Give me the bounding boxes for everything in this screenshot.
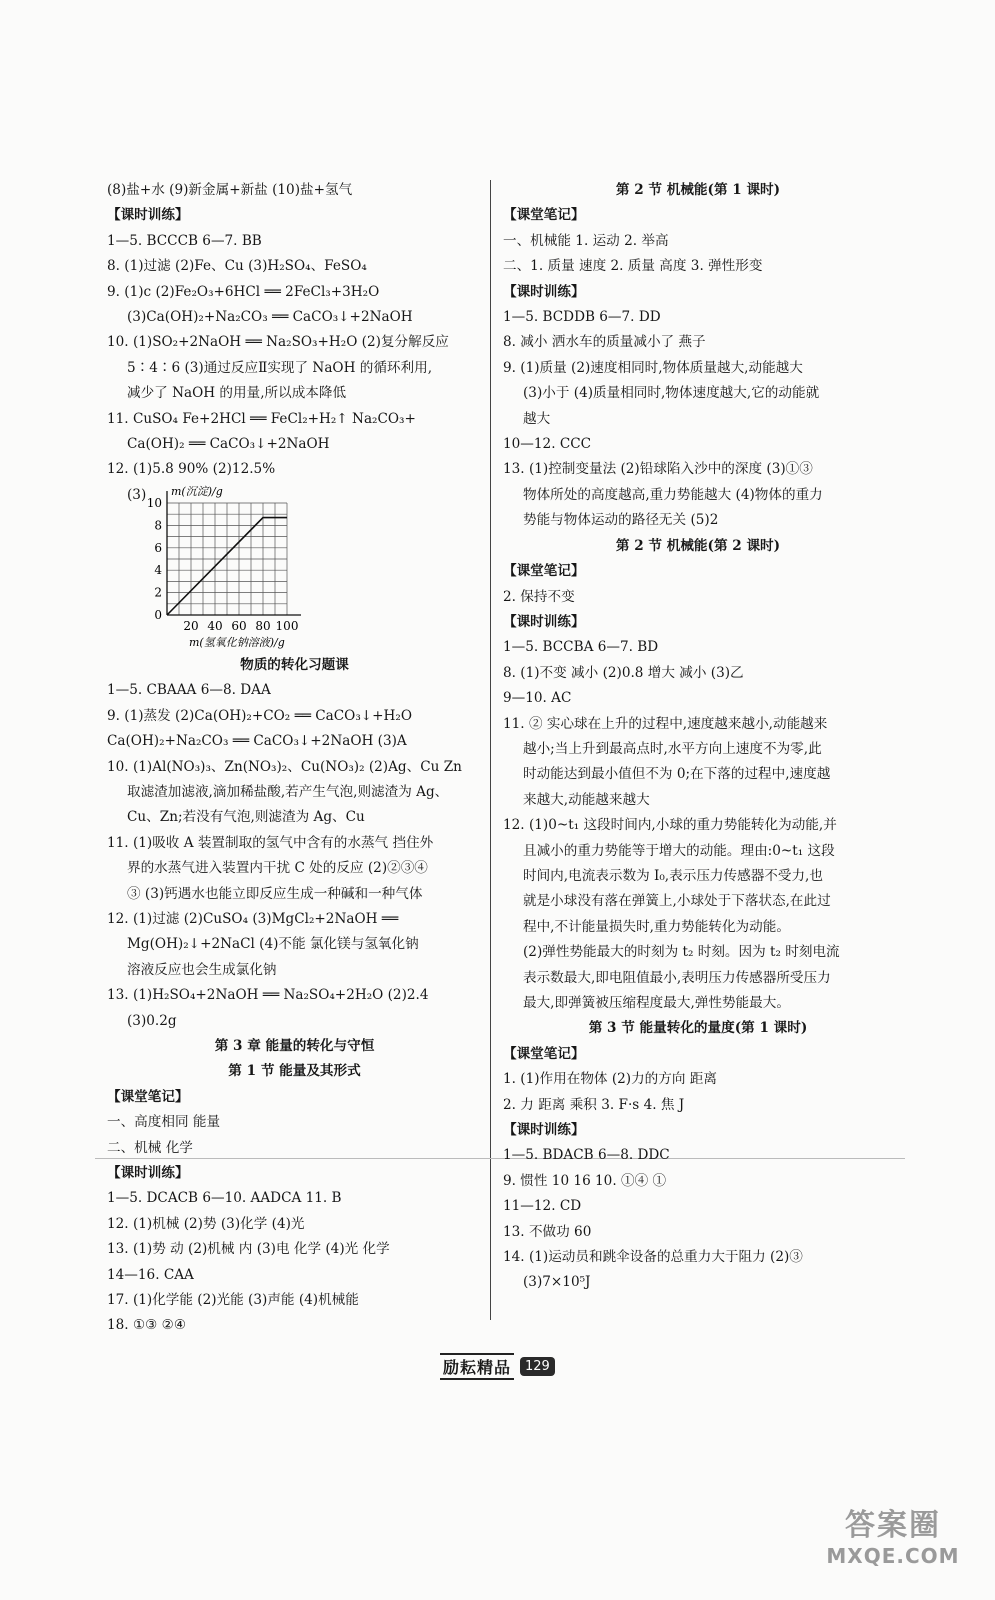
answer-line: 8. (1)过滤 (2)Fe、Cu (3)H₂SO₄、FeSO₄ — [107, 258, 367, 275]
answer-line: 越大 — [523, 410, 551, 427]
chart-block — [107, 483, 482, 653]
answer-line: 一、高度相同 能量 — [107, 1114, 221, 1131]
answer-line: 14. (1)运动员和跳伞设备的总重力大于阻力 (2)③ — [503, 1249, 803, 1266]
answer-line: 9—10. AC — [503, 690, 572, 707]
answer-line: 二、机械 化学 — [107, 1139, 193, 1156]
x-tick-label: 80 — [255, 618, 271, 633]
column-divider — [490, 180, 491, 1320]
watermark-url: MXQE.COM — [826, 1544, 960, 1568]
answer-line: 12. (1)过滤 (2)CuSO₄ (3)MgCl₂+2NaOH ══ — [107, 910, 399, 927]
answer-line: 1—5. BDACB 6—8. DDC — [503, 1147, 670, 1164]
answer-line: 11. CuSO₄ Fe+2HCl ══ FeCl₂+H₂↑ Na₂CO₃+ — [107, 410, 416, 427]
y-tick-label: 0 — [154, 607, 162, 622]
answer-line: 来越大,动能越来越大 — [523, 791, 650, 808]
answer-line: 13. (1)H₂SO₄+2NaOH ══ Na₂SO₄+2H₂O (2)2.4 — [107, 987, 429, 1004]
answer-line: 9. (1)c (2)Fe₂O₃+6HCl ══ 2FeCl₃+3H₂O — [107, 283, 380, 300]
answer-line: 12. (1)5.8 90% (2)12.5% — [107, 461, 276, 478]
answer-line: Ca(OH)₂ ══ CaCO₃↓+2NaOH — [127, 436, 330, 453]
answer-line: 物体所处的高度越高,重力势能越大 (4)物体的重力 — [523, 486, 823, 503]
answer-line: 界的水蒸气进入装置内干扰 C 处的反应 (2)②③④ — [127, 860, 428, 877]
answer-line: (8)盐+水 (9)新金属+新盐 (10)盐+氢气 — [107, 182, 353, 198]
answer-line: 8. 减小 洒水车的质量减小了 燕子 — [503, 334, 706, 351]
answer-line: 就是小球没有落在弹簧上,小球处于下落状态,在此过 — [523, 893, 831, 910]
answer-line: 11. ② 实心球在上升的过程中,速度越来越小,动能越来 — [503, 715, 828, 732]
answer-line: 最大,即弹簧被压缩程度最大,弹性势能最大。 — [523, 995, 790, 1011]
left-column — [107, 178, 482, 1339]
answer-line: 13. (1)控制变量法 (2)铅球陷入沙中的深度 (3)①③ — [503, 461, 813, 478]
answer-line: 9. (1)质量 (2)速度相同时,物体质量越大,动能越大 — [503, 359, 803, 376]
block-label: 【课时训练】 — [107, 1165, 189, 1181]
answer-line: 1. (1)作用在物体 (2)力的方向 距离 — [503, 1071, 717, 1088]
x-tick-label: 100 — [275, 618, 299, 633]
section-title: 物质的转化习题课 — [240, 656, 349, 673]
y-tick-label: 10 — [147, 495, 162, 510]
block-label: 【课堂笔记】 — [503, 207, 585, 224]
answer-line: 13. (1)势 动 (2)机械 内 (3)电 化学 (4)光 化学 — [107, 1241, 390, 1258]
precipitation-chart — [147, 483, 387, 653]
x-tick-label: 40 — [207, 618, 223, 633]
page-number: 129 — [520, 1357, 555, 1376]
answer-line: 且减小的重力势能等于增大的动能。理由:0~t₁ 这段 — [523, 842, 835, 859]
answer-line: 2. 力 距离 乘积 3. F·s 4. 焦 J — [503, 1096, 685, 1113]
answer-line: 二、1. 质量 速度 2. 质量 高度 3. 弹性形变 — [503, 258, 763, 275]
brand-label: 励耘精品 — [440, 1353, 514, 1380]
answer-line: Cu、Zn;若没有气泡,则滤渣为 Ag、Cu — [127, 809, 365, 826]
block-label: 【课堂笔记】 — [503, 1045, 585, 1062]
answer-line: 14—16. CAA — [107, 1266, 194, 1283]
answer-line: ③ (3)钙遇水也能立即反应生成一种碱和一种气体 — [127, 885, 423, 902]
section-title: 第 2 节 机械能(第 1 课时) — [615, 182, 781, 198]
answer-line: 减少了 NaOH 的用量,所以成本降低 — [127, 385, 347, 402]
answer-line: 取滤渣加滤液,滴加稀盐酸,若产生气泡,则滤渣为 Ag、 — [127, 783, 449, 800]
y-tick-label: 2 — [154, 585, 162, 600]
answer-line: 10. (1)SO₂+2NaOH ══ Na₂SO₃+H₂O (2)复分解反应 — [107, 334, 449, 351]
x-tick-label: 20 — [183, 618, 199, 633]
answer-line: 9. (1)蒸发 (2)Ca(OH)₂+CO₂ ══ CaCO₃↓+H₂O — [107, 707, 412, 724]
answer-line: 时间内,电流表示数为 I₀,表示压力传感器不受力,也 — [523, 867, 823, 884]
right-column — [503, 178, 893, 1296]
answer-line: 一、机械能 1. 运动 2. 举高 — [503, 232, 669, 249]
answer-line: (3)小于 (4)质量相同时,物体速度越大,它的动能就 — [523, 385, 820, 402]
answer-line: 1—5. DCACB 6—10. AADCA 11. B — [107, 1190, 342, 1207]
answer-line: 10—12. CCC — [503, 436, 592, 453]
answer-line: 10. (1)Al(NO₃)₃、Zn(NO₃)₂、Cu(NO₃)₂ (2)Ag、Cu Zn — [107, 758, 462, 775]
block-label: 【课时训练】 — [107, 207, 189, 224]
answer-line: 8. (1)不变 减小 (2)0.8 增大 减小 (3)乙 — [503, 664, 744, 681]
answer-line: 11—12. CD — [503, 1198, 582, 1215]
answer-line: 18. ①③ ②④ — [107, 1317, 187, 1334]
answer-line: 17. (1)化学能 (2)光能 (3)声能 (4)机械能 — [107, 1292, 359, 1309]
answer-line: 1—5. CBAAA 6—8. DAA — [107, 682, 271, 699]
answer-line: 时动能达到最小值但不为 0;在下落的过程中,速度越 — [523, 766, 831, 783]
answer-line: (3)Ca(OH)₂+Na₂CO₃ ══ CaCO₃↓+2NaOH — [127, 309, 413, 326]
block-label: 【课堂笔记】 — [503, 563, 585, 580]
x-tick-label: 60 — [231, 618, 247, 633]
y-axis-label: m(沉淀)/g — [171, 484, 223, 498]
answer-line: 溶液反应也会生成氯化钠 — [127, 961, 277, 978]
section-title: 第 3 章 能量的转化与守恒 — [214, 1037, 375, 1054]
answer-line: 势能与物体运动的路径无关 (5)2 — [523, 512, 719, 529]
answer-line: 13. 不做功 60 — [503, 1223, 592, 1240]
answer-line: 程中,不计能量损失时,重力势能转化为动能。 — [523, 918, 790, 935]
answer-line: 11. (1)吸收 A 装置制取的氢气中含有的水蒸气 挡住外 — [107, 834, 434, 851]
chart-label-prefix: (3) — [127, 486, 147, 503]
answer-line: 9. 惯性 10 16 10. ①④ ① — [503, 1172, 667, 1189]
x-axis-label: m(氢氧化钠溶液)/g — [189, 635, 285, 649]
y-tick-label: 8 — [154, 518, 162, 533]
y-tick-label: 4 — [154, 563, 162, 578]
answer-line: 2. 保持不变 — [503, 588, 575, 605]
section-title: 第 3 节 能量转化的量度(第 1 课时) — [588, 1020, 808, 1037]
answer-line: 表示数最大,即电阻值最小,表明压力传感器所受压力 — [523, 969, 831, 986]
watermark-title: 答案圈 — [845, 1508, 941, 1543]
answer-line: 越小;当上升到最高点时,水平方向上速度不为零,此 — [523, 740, 822, 757]
section-title: 第 2 节 机械能(第 2 课时) — [615, 537, 781, 554]
answer-line: Ca(OH)₂+Na₂CO₃ ══ CaCO₃↓+2NaOH (3)A — [107, 733, 407, 750]
answer-line: 1—5. BCDDB 6—7. DD — [503, 309, 661, 326]
block-label: 【课时训练】 — [503, 1122, 585, 1139]
answer-line: (3)7×10⁵J — [523, 1274, 591, 1291]
answer-line: 5∶4∶6 (3)通过反应Ⅱ实现了 NaOH 的循环利用, — [127, 359, 433, 376]
answer-line: Mg(OH)₂↓+2NaCl (4)不能 氯化镁与氢氧化钠 — [127, 936, 419, 953]
y-tick-label: 6 — [154, 540, 162, 555]
answer-line: 1—5. BCCBA 6—7. BD — [503, 639, 659, 656]
answer-line: (3)0.2g — [127, 1012, 177, 1029]
watermark — [813, 1500, 973, 1568]
block-label: 【课时训练】 — [503, 283, 585, 300]
answer-line: 12. (1)0~t₁ 这段时间内,小球的重力势能转化为动能,并 — [503, 817, 837, 834]
answer-line: 12. (1)机械 (2)势 (3)化学 (4)光 — [107, 1215, 305, 1232]
answer-line: (2)弹性势能最大的时刻为 t₂ 时刻。因为 t₂ 时刻电流 — [523, 944, 840, 961]
block-label: 【课时训练】 — [503, 613, 585, 630]
page-footer — [440, 1354, 570, 1378]
section-title: 第 1 节 能量及其形式 — [228, 1063, 361, 1080]
block-label: 【课堂笔记】 — [107, 1088, 189, 1105]
answer-line: 1—5. BCCCB 6—7. BB — [107, 232, 262, 249]
